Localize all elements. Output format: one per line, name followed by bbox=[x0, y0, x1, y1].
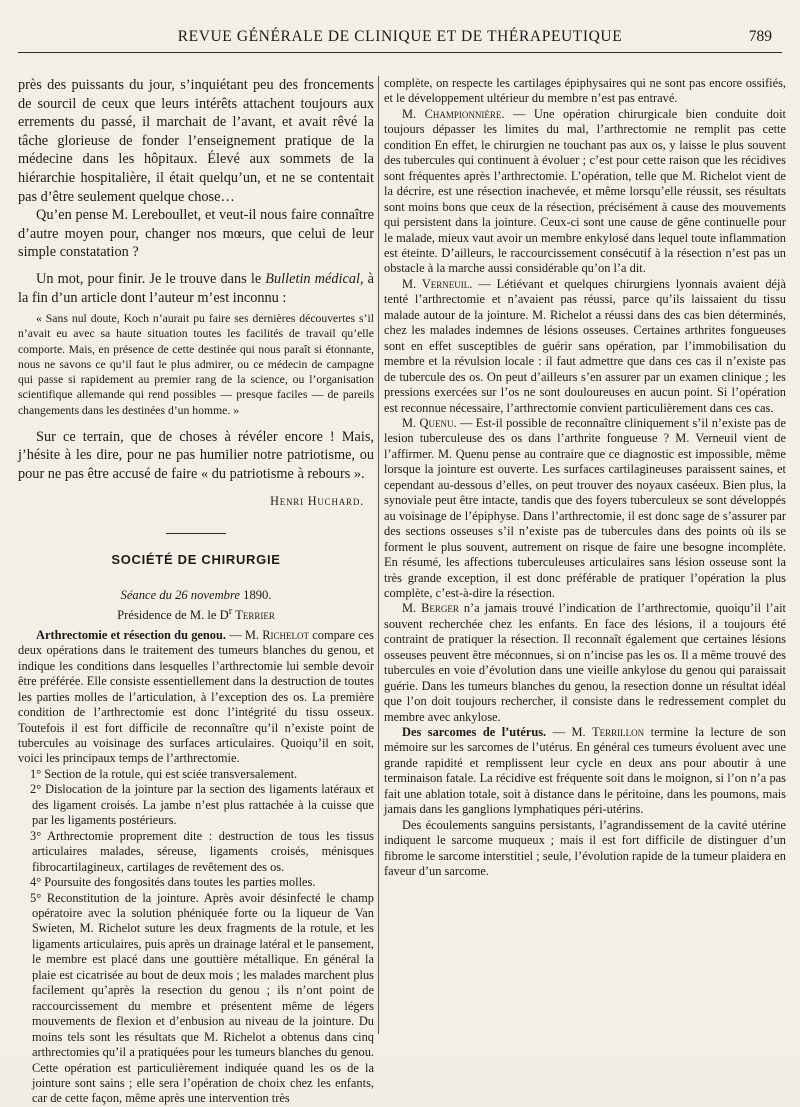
speaker-name: M. Berger bbox=[402, 601, 459, 616]
president-name: Terrier bbox=[232, 607, 275, 622]
procedure-step: 5° Reconstitution de la jointure. Après avoir désinfecté le champ opératoire avec la solution phéniquée forte ou la liqueur de Van Swieten, M. Richelot suture les deux fragments de la rotule, et les ligaments articulaires, puis après un drainage latéral et le pansement, le membre est placé dans une gouttière métallique. En général la plaie est cicatrisée au bout de deux mois ; les malades marchent plus facilement qu’après la resection du genou ; ils n’ont point de raccourcissement du membre et présentent même de légers mouvements de flexion et d’enbusion au niveau de la jointure. Du moins tels sont les résultats que M. Richelot a obtenus dans cinq arthrectomies qu’il a pratiquées pour les tumeurs blanches du genou. Cette opération est particulièrement indiquée quand les os de la jointure sont sains ; elle sera l’opération de choix chez les enfants, car de cette façon, même après une intervention très bbox=[30, 890, 374, 1106]
paragraph: Sur ce terrain, que de choses à révéler encore ! Mais, j’hésite à les dire, pour ne pas humilier notre patriotisme, ou pour ne pas être accusé de faire « du patriotisme à rebours ». bbox=[18, 428, 374, 483]
journal-title: REVUE GÉNÉRALE DE CLINIQUE ET DE THÉRAPEUTIQUE bbox=[177, 28, 623, 45]
block-quote: « Sans nul doute, Koch n’aurait pu faire ses dernières découvertes s’il n’avait eu avec sa haute situation toutes les facilités de travail qu’elle comporte. Mais, en présence de cette destinée qui nous paraît si étonnante, nous ne savons ce qu’il faut le plus admirer, ou ce médecin de campagne qui passe si rapidement au premier rang de la science, ou l’organisation scientifique allemande qui rend possibles — presque faciles — de pareils changements dans les destinées d’un homme. » bbox=[18, 312, 374, 417]
procedure-step: 4° Poursuite des fongosités dans toutes les parties molles. bbox=[30, 875, 316, 890]
paragraph bbox=[18, 270, 374, 307]
session-year: 1890. bbox=[240, 587, 272, 602]
paragraph bbox=[384, 107, 786, 277]
page-number: 789 bbox=[748, 28, 772, 45]
running-header bbox=[18, 26, 782, 53]
speaker-name: M. Quenu. bbox=[402, 415, 457, 430]
paragraph: près des puissants du jour, s’inquiétant peu des froncements de sourcil de ceux que leurs intérêts attachent toujours aux errements du passé, il marchait de l’avant, et avait rêvé la tâche glorieuse de fonder l’enseignement pratique de la médecine dans les hôpitaux. Élevé aux sommets de la hiérarchie hospitalière, il était quelqu’un, et ne se contentait pas d’être seulement quelque chose… bbox=[18, 77, 374, 205]
column-divider bbox=[378, 76, 379, 1034]
paragraph bbox=[384, 601, 786, 725]
speaker-name: M. Championnière. bbox=[402, 106, 505, 121]
paragraph bbox=[384, 277, 786, 416]
article-heading: Des sarcomes de l’utérus. bbox=[402, 725, 547, 740]
paragraph bbox=[384, 725, 786, 818]
text-run: — Est-il possible de reconnaître cliniquement s’il n’existe pas de lesion tuberculeuse des os dans l’arthrite fongueuse ? M. Verneuil vient de l’affirmer. M. Quenu pense au contraire que ce diagnostic est impossible, même lorsque la jointure est ouverte. Les surfaces cartilagineuses paraissent saines, et cependant au-dessous d’elles, on peut trouver des noyaux caséeux. Bien plus, la synoviale peut être intacte, tandis que des foyers tuberculeux se sont développés au voisinage de l’épiphyse. Dans l’arthrectomie, il est donc sage de s’assurer par des sections osseuses s’il n’existe pas de tubercules dans des points où ils se forment le plus souvent, autrement on risque de faire une besogne incomplète. En résumé, les affections tuberculeuses articulaires sans lésion osseuse sont la très grande exception, il est donc préférable de pratiquer l’opération la plus complète, c’est-à-dire la résection. bbox=[384, 415, 786, 600]
text-run: n’a jamais trouvé l’indication de l’arthrectomie, quoiqu’il l’ait souvent recherchée chez les enfants. En face des lésions, il a toujours été contraint de pratiquer la résection. Il reconnaît également que certaines lésions osseuses peuvent être méconnues, si on n’incise pas les os. Il a même trouvé des tubercules en voie d’évolution dans une vieille ankylose du genou qui paraissait guérie. Dans les tumeurs blanches du genou, la resection donne un résultat idéal que l’on doit toujours rechercher, il consiste dans le redressement complet du membre avec ankylose. bbox=[384, 601, 787, 724]
speaker-name: M. Verneuil. bbox=[402, 276, 473, 291]
paragraph: complète, on respecte les cartilages épiphysaires qui ne sont pas encore ossifiés, et le développement ultérieur du membre n’est pas entravé. bbox=[384, 76, 786, 106]
speaker-name: Richelot bbox=[262, 627, 310, 642]
text-run: Un mot, pour finir. Je le trouve dans le bbox=[36, 270, 266, 287]
procedure-step: 1° Section de la rotule, qui est sciée transversalement. bbox=[30, 766, 298, 781]
text-run: , à la fin d’un article dont l’auteur m’est inconnu : bbox=[18, 270, 374, 306]
author-signature: Henri Huchard. bbox=[270, 493, 364, 508]
president-label: Présidence de M. le D bbox=[117, 607, 229, 622]
text-run: — M. bbox=[225, 627, 263, 642]
text-run: — Une opération chirurgicale bien conduite doit toujours dépasser les limites du mal, l’arthrectomie ne remplit pas cette condition En effet, le chirurgien ne touchant pas aux os, y laisse le plus souvent des tubercules qui continuent à évoluer ; c’est pour cette raison que les récidives sont fréquentes après l’arthrectomie. L’opération, telle que M. Richelot vient de la décrire, est une résection inachevée, et même lorsqu’elle réussit, ses résultats sont moins bons que ceux de la résection, précisément à cause des mouvements qui persistent dans la jointure. Ceux-ci sont une cause de gêne continuelle pour le malade, mieux vaut avoir un membre enkylosé dans lequel toute inflammation est éteinte. D’ailleurs, le raccourcissement consécutif à la résection n’est pas un obstacle à la marche aussi considérable qu’on l’a dit. bbox=[384, 106, 786, 276]
text-run: compare ces deux opérations dans le traitement des tumeurs blanches du genou, et indique les conditions dans lesquelles l’arthrectomie lui semble devoir être préférée. Elle consiste essentiellement dans la destruction de toutes les parties molles de l’articulation, à l’exception des os. La première condition de l’arthrectomie est donc l’intégrité du tissu osseux. Toutefois il est fort difficile de reconnaître qu’il n’existe point de tubercules au voisinage des surfaces articulaires. Quoiqu’il en soit, voici les principaux temps de l’arthrectomie. bbox=[18, 627, 374, 766]
procedure-steps bbox=[18, 767, 374, 1107]
session-date-label: Séance du 26 novembre bbox=[120, 587, 240, 602]
procedure-step: 2° Dislocation de la jointure par la section des ligaments latéraux et des ligament croisés. La jambe n’est plus rattachée à la cuisse que par les ligaments postérieurs. bbox=[30, 782, 374, 828]
text-run: — Létiévant et quelques chirurgiens lyonnais avaient déjà tenté l’arthrectomie et n’avaient pas réussi, parce qu’ils laissaient du tissu malade autour de la jointure. M. Richelot a réussi dans des cas bien déterminés, chez les malades indemnes de lésions osseuses. Certaines arthrites fongueuses sont en effet susceptibles de guérir sans opération, par l’immobilisation du membre et la révulsion locale : il faut admettre que dans ces cas il n’existe pas de tubercule des os. On peut d’ailleurs s’en assurer par un examen clinique ; les pressions exercées sur l’os ne sont douloureuses en aucun point. Si l’opération est reconnue nécessaire, l’arthrectomie convient particulièrement dans ces cas. bbox=[384, 276, 786, 415]
article-heading: Arthrectomie et résection du genou. bbox=[36, 627, 226, 642]
text-run: — M. bbox=[546, 725, 593, 740]
right-column bbox=[384, 76, 786, 1036]
section-rule bbox=[166, 533, 226, 534]
section-title: SOCIÉTÉ DE CHIRURGIE bbox=[111, 551, 281, 567]
paragraph: Qu’en pense M. Lereboullet, et veut-il nous faire connaître d’autre moyen pour, changer nos mœurs, que celui de leur simple constatation ? bbox=[18, 207, 374, 261]
paragraph bbox=[384, 416, 786, 601]
left-column bbox=[18, 76, 374, 1106]
session-date bbox=[18, 587, 374, 603]
session-president bbox=[18, 603, 374, 624]
text-run: termine la lecture de son mémoire sur les sarcomes de l’utérus. En général ces tumeurs évoluent avec une grande rapidité et remplissent leur cycle en deux ans pour aboutir à une terminaison fatale. La récidive est fréquente soit dans le moignon, si l’on n’a pas fait une ablation totale, soit à distance dans le péritoine, dans les poumons, mais jamais dans les ganglions lymphatiques péri-utérins. bbox=[384, 725, 786, 817]
title-abbrev: r bbox=[228, 605, 233, 617]
speaker-name: Terrillon bbox=[592, 725, 645, 740]
procedure-step: 3° Arthrectomie proprement dite : destruction de tous les tissus articulaires malades, séreuse, ligaments croisés, ménisques fibrocartilagineux, cartilages de revêtement des os. bbox=[30, 828, 374, 874]
publication-title: Bulletin médical bbox=[265, 270, 360, 287]
paragraph: Des écoulements sanguins persistants, l’agrandissement de la cavité utérine indiquent le sarcome muqueux ; mais il est fort difficile de distinguer d’un fibrome le sarcome interstitiel ; seule, l’évolution rapide de la tumeur plaidera en faveur d’un sarcome. bbox=[384, 817, 786, 879]
paragraph bbox=[18, 628, 374, 767]
